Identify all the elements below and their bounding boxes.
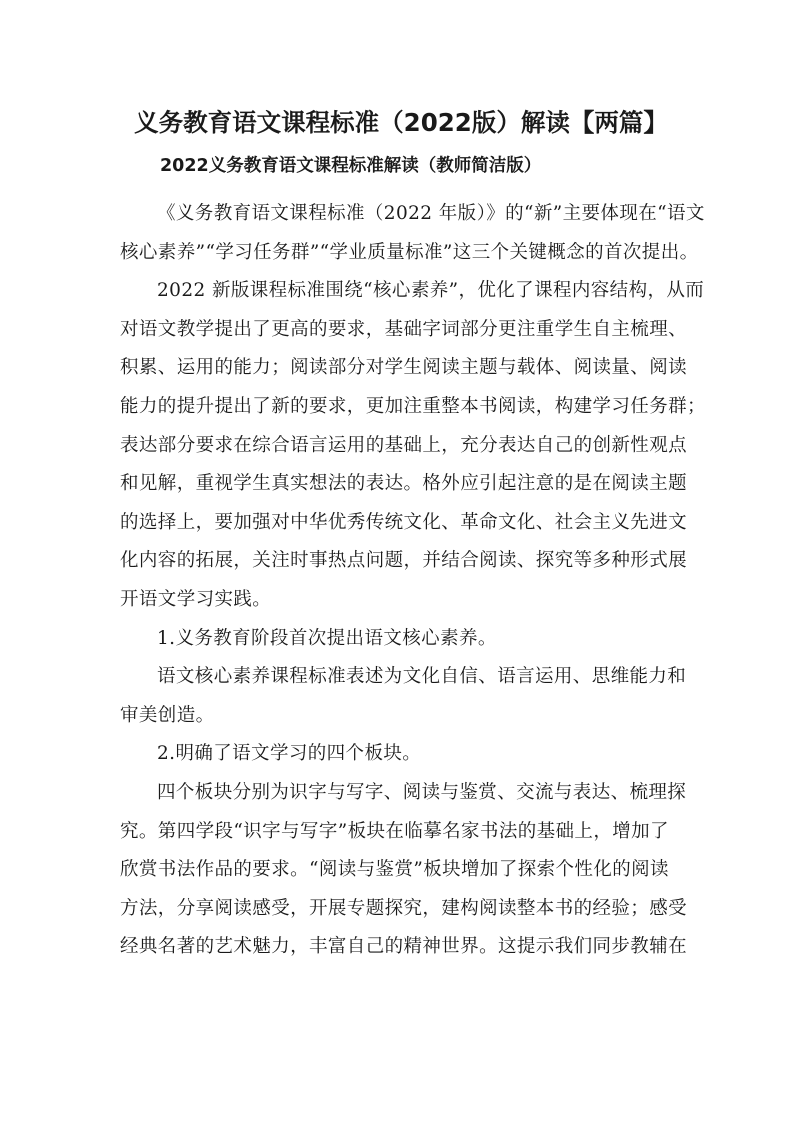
paragraph-line: 欣赏书法作品的要求。“阅读与鉴赏”板块增加了探索个性化的阅读 — [120, 859, 669, 881]
paragraph-line: 四个板块分别为识字与写字、阅读与鉴赏、交流与表达、梳理探 — [157, 781, 687, 803]
paragraph-line: 审美创造。 — [120, 704, 215, 726]
paragraph — [120, 620, 682, 659]
paragraph — [120, 735, 682, 774]
paragraph — [120, 195, 705, 272]
paragraph-line: 2.明确了语文学习的四个板块。 — [157, 743, 422, 765]
paragraph-line: 积累、运用的能力；阅读部分对学生阅读主题与载体、阅读量、阅读 — [120, 357, 688, 379]
paragraph-line: 语文核心素养课程标准表述为文化自信、语言运用、思维能力和 — [157, 666, 687, 688]
paragraph-line: 《义务教育语文课程标准（2022 年版）》的“新”主要体现在“语文 — [157, 203, 705, 224]
paragraph-line: 究。第四学段“识字与写字”板块在临摹名家书法的基础上，增加了 — [120, 820, 669, 842]
paragraph-line: 的选择上，要加强对中华优秀传统文化、革命文化、社会主义先进文 — [120, 511, 688, 533]
paragraph-line: 开语文学习实践。 — [120, 588, 272, 610]
document-title: 义务教育语文课程标准（2022版）解读【两篇】 — [134, 108, 668, 137]
paragraph-line: 能力的提升提出了新的要求，更加注重整本书阅读，构建学习任务群； — [120, 395, 706, 417]
paragraph-line: 1.义务教育阶段首次提出语文核心素养。 — [157, 627, 497, 649]
document-subtitle: 2022义务教育语文课程标准解读（教师简洁版） — [160, 156, 542, 176]
paragraph — [120, 272, 706, 619]
paragraph — [120, 774, 688, 967]
document-body — [120, 195, 706, 967]
paragraph-line: 对语文教学提出了更高的要求，基础字词部分更注重学生自主梳理、 — [120, 318, 688, 340]
paragraph-line: 表达部分要求在综合语言运用的基础上，充分表达自己的创新性观点 — [120, 434, 688, 456]
paragraph-line: 和见解，重视学生真实想法的表达。格外应引起注意的是在阅读主题 — [120, 473, 688, 495]
paragraph-line: 方法，分享阅读感受，开展专题探究，建构阅读整本书的经验；感受 — [120, 897, 688, 919]
paragraph-line: 经典名著的艺术魅力，丰富自己的精神世界。这提示我们同步教辅在 — [120, 936, 688, 958]
paragraph — [120, 658, 687, 735]
paragraph-line: 2022 新版课程标准围绕“核心素养”，优化了课程内容结构，从而 — [157, 280, 705, 302]
paragraph-line: 化内容的拓展，关注时事热点问题，并结合阅读、探究等多种形式展 — [120, 550, 688, 572]
paragraph-line: 核心素养”“学习任务群”“学业质量标准”这三个关键概念的首次提出。 — [120, 241, 699, 263]
